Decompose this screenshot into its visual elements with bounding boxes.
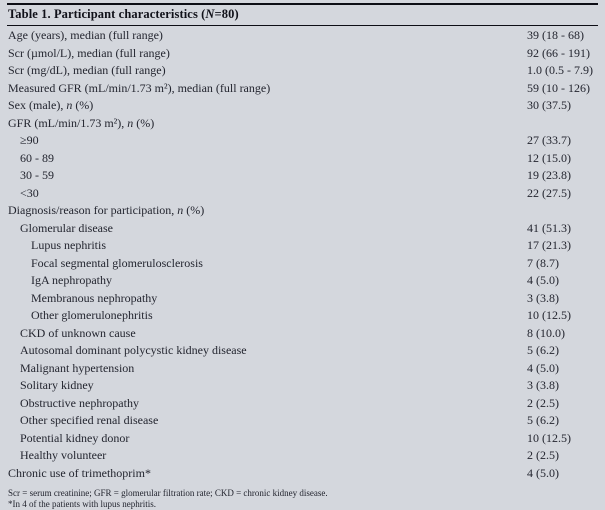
table-row [7,202,598,220]
row-value: 7 (8.7) [527,255,559,270]
row-value: 3 (3.8) [527,378,559,392]
row-label: Diagnosis/reason for participation, n (%) [8,203,205,217]
row-label: Other glomerulonephritis [31,308,153,322]
table-row [7,62,598,80]
row-label: Obstructive nephropathy [20,395,139,410]
row-label: Sex (male), n (%) [8,98,94,112]
table-row [7,307,598,325]
table-row [7,290,598,308]
row-value: 1.0 (0.5 - 7.9) [527,63,593,77]
row-label: 30 - 59 [20,168,54,182]
table-footnotes [7,488,598,509]
row-label: Solitary kidney [20,378,94,392]
row-value: 10 (12.5) [527,308,571,322]
row-value: 5 (6.2) [527,413,559,427]
row-value: 12 (15.0) [527,150,571,165]
row-value: 4 (5.0) [527,360,559,375]
table-title-n-symbol: N [205,7,215,21]
row-label: ≥90 [20,133,39,147]
table-title-prefix: Table 1. Participant characteristics ( [8,7,206,21]
row-value: 27 (33.7) [527,133,571,147]
table-row [7,430,598,448]
table-row [7,447,598,465]
table-row [7,272,598,290]
table-row [7,167,598,185]
row-label: IgA nephropathy [31,273,112,287]
table-row [7,45,598,63]
row-label: Lupus nephritis [31,238,106,252]
table-title [7,3,598,26]
row-value: 4 (5.0) [527,273,559,287]
table-row [7,27,598,45]
table-row [7,150,598,168]
row-value: 3 (3.8) [527,290,559,305]
row-value: 4 (5.0) [527,465,559,480]
row-value: 8 (10.0) [527,325,565,340]
row-value: 41 (51.3) [527,220,571,235]
row-label: Scr (mg/dL), median (full range) [8,63,166,77]
footnote-asterisk: *In 4 of the patients with lupus nephritis. [8,498,156,509]
table-row [7,185,598,203]
row-label: 60 - 89 [20,150,54,165]
row-label: CKD of unknown cause [20,325,136,340]
row-label: Malignant hypertension [20,360,135,375]
row-label: Membranous nephropathy [31,290,158,305]
row-value: 19 (23.8) [527,168,571,182]
row-value: 10 (12.5) [527,430,571,445]
table-row [7,395,598,413]
table-row [7,237,598,255]
row-value: 5 (6.2) [527,343,559,357]
row-label: <30 [20,185,39,200]
row-label: Scr (µmol/L), median (full range) [8,45,170,60]
table-row [7,342,598,360]
row-value: 2 (2.5) [527,448,559,462]
row-label: Measured GFR (mL/min/1.73 m²), median (full range) [8,80,271,95]
row-value: 59 (10 - 126) [527,80,590,95]
table-row [7,377,598,395]
table-row [7,80,598,98]
row-label: Other specified renal disease [20,413,159,427]
table-row [7,115,598,133]
table-row [7,97,598,115]
row-label: Chronic use of trimethoprim* [8,465,151,480]
table-title-suffix: =80) [214,7,239,21]
row-label: Age (years), median (full range) [8,28,163,42]
table-row [7,412,598,430]
table-row [7,325,598,343]
row-value: 39 (18 - 68) [527,28,584,42]
footnote-abbreviations: Scr = serum creatinine; GFR = glomerular filtration rate; CKD = chronic kidney disease. [8,488,328,498]
table-body [7,26,598,482]
row-label: Potential kidney donor [20,430,130,445]
row-value: 92 (66 - 191) [527,45,590,60]
row-value: 22 (27.5) [527,185,571,200]
table-row [7,132,598,150]
row-label: GFR (mL/min/1.73 m²), n (%) [8,115,155,130]
row-value: 2 (2.5) [527,395,559,410]
row-label: Glomerular disease [20,220,113,235]
row-value: 17 (21.3) [527,238,571,252]
table-row [7,360,598,378]
table-row [7,220,598,238]
row-value: 30 (37.5) [527,98,571,112]
row-label: Focal segmental glomerulosclerosis [31,255,203,270]
table-row [7,255,598,273]
table-row [7,465,598,483]
participant-characteristics-table [7,3,598,509]
row-label: Healthy volunteer [20,448,107,462]
row-label: Autosomal dominant polycystic kidney disease [20,343,247,357]
